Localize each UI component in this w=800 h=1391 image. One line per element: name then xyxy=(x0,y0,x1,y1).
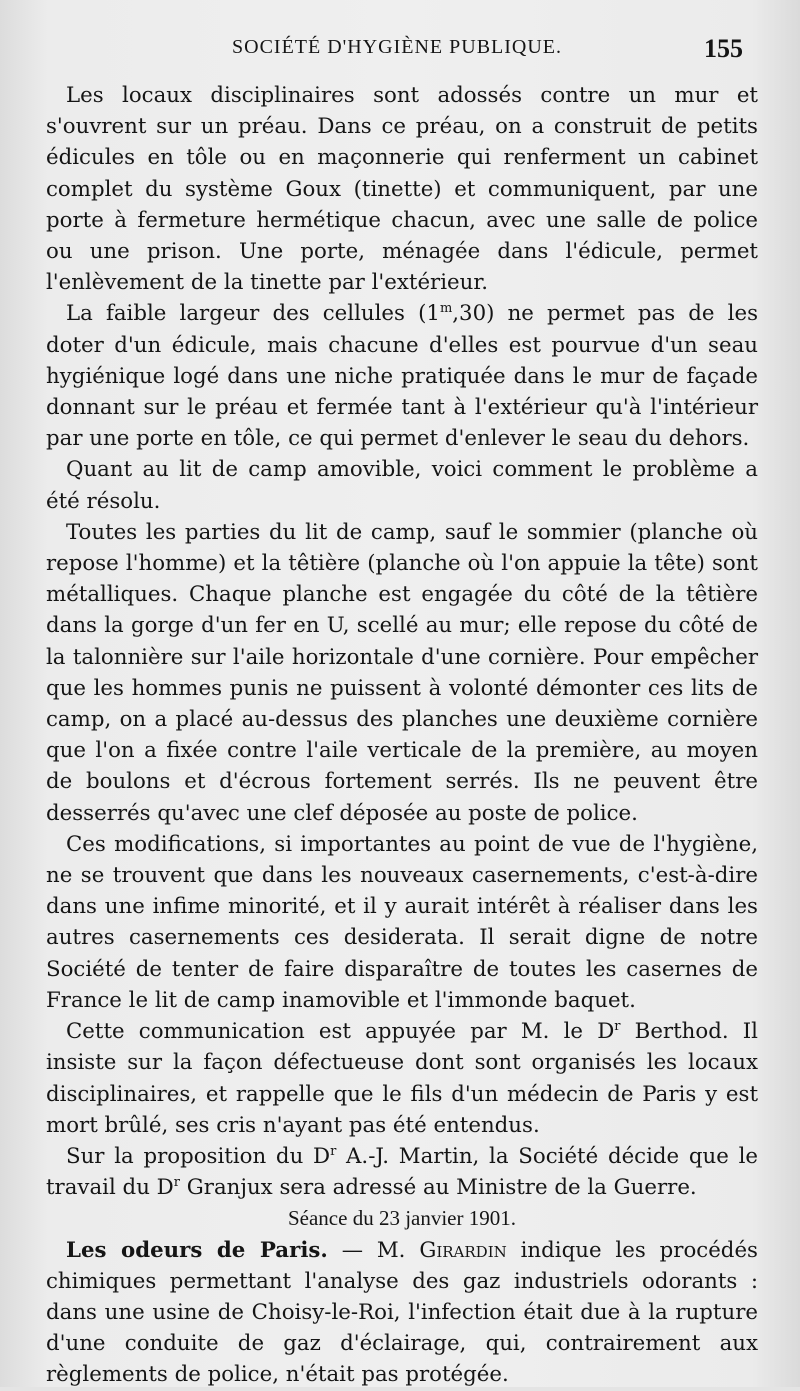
text-run: La faible largeur des cellules (1 xyxy=(66,301,440,327)
paragraph-parties: Toutes les parties du lit de camp, sauf le sommier (planche où repose l'homme) et la têtière (planche où l'on appuie la tête) sont métalliques. Chaque planche est engagée du côté de la têtière dans la gorge d'un fer en U, scellé au mur; elle repose du côté de la talonnière sur l'aile horizontale d'une cornière. Pour empêcher que les hommes punis ne puissent à volonté démonter ces lits de camp, on a placé au-dessus des planches une deuxième cornière que l'on a fixée contre l'aile verticale de la première, au moyen de boulons et d'écrous fortement serrés. Ils ne peuvent être desserrés qu'avec une clef déposée au poste de police. xyxy=(46,519,758,826)
author-name: Girardin xyxy=(419,1237,507,1263)
running-title: SOCIÉTÉ D'HYGIÈNE PUBLIQUE. xyxy=(232,36,563,58)
paragraph-lit-de-camp: Quant au lit de camp amovible, voici comment le problème a été résolu. xyxy=(46,457,758,514)
paragraph-modifications: Ces modifications, si importantes au point de vue de l'hygiène, ne se trouvent que dans les nouveaux casernements, c'est-à-dire dans une infime minorité, et il y aurait intérêt à réaliser dans les autres casernements ces desiderata. Il serait digne de notre Société de tenter de faire disparaître de toutes les casernes de France le lit de camp inamovible et l'immonde baquet. xyxy=(46,831,758,1013)
body-text xyxy=(46,80,758,1391)
text-run: Sur la proposition du D xyxy=(66,1143,331,1169)
paragraph-proposition xyxy=(46,1141,758,1203)
text-run: Granjux sera adressé au Ministre de la Guerre. xyxy=(179,1175,697,1201)
text-run: — M. xyxy=(327,1237,420,1263)
superscript: r xyxy=(330,1143,337,1159)
paragraph-communication xyxy=(46,1016,758,1141)
seance-heading: Séance du 23 janvier 1901. xyxy=(287,1206,517,1231)
section-title: Les odeurs de Paris. xyxy=(66,1237,328,1263)
text-run: indique les procédés chimiques permettant l'analyse des gaz industriels odorants : dans une usine de Choisy-le-Roi, l'infection était due à la rupture d'une conduite de gaz d'éclairage, qui, contrairement aux règlements de police, n'était pas protégée. xyxy=(46,1237,758,1388)
paragraph-odeurs xyxy=(46,1235,758,1391)
text-run: Berthod. Il insiste sur la façon défectueuse dont sont organisés les locaux disciplinaires, et rappelle que le fils d'un médecin de Paris y est mort brûlé, ses cris n'ayant pas été entendus. xyxy=(46,1019,758,1138)
superscript: r xyxy=(614,1019,621,1034)
page-number: 155 xyxy=(704,34,743,63)
running-header xyxy=(0,36,800,66)
paragraph-locaux: Les locaux disciplinaires sont adossés contre un mur et s'ouvrent sur un préau. Dans ce préau, on a construit de petits édicules en tôle ou en maçonnerie qui renferment un cabinet complet du système Goux (tinette) et communiquent, par une porte à fermeture hermétique chacun, avec une salle de police ou une prison. Une porte, ménagée dans l'édicule, permet l'enlèvement de la tinette par l'extérieur. xyxy=(46,83,758,296)
superscript: m xyxy=(439,301,453,317)
paragraph-cellules xyxy=(46,298,758,454)
superscript: r xyxy=(173,1175,180,1191)
text-run: A.-J. Martin, la Société décide que le travail du D xyxy=(46,1143,758,1201)
text-run: ,30) ne permet pas de les doter d'un édicule, mais chacune d'elles est pourvue d'un seau hygiénique logé dans une niche pratiquée dans le mur de façade donnant sur le préau et fermée tant à l'extérieur qu'à l'intérieur par une porte en tôle, ce qui permet d'enlever le seau du dehors. xyxy=(46,301,758,452)
text-run: Cette communication est appuyée par M. le D xyxy=(66,1019,615,1045)
